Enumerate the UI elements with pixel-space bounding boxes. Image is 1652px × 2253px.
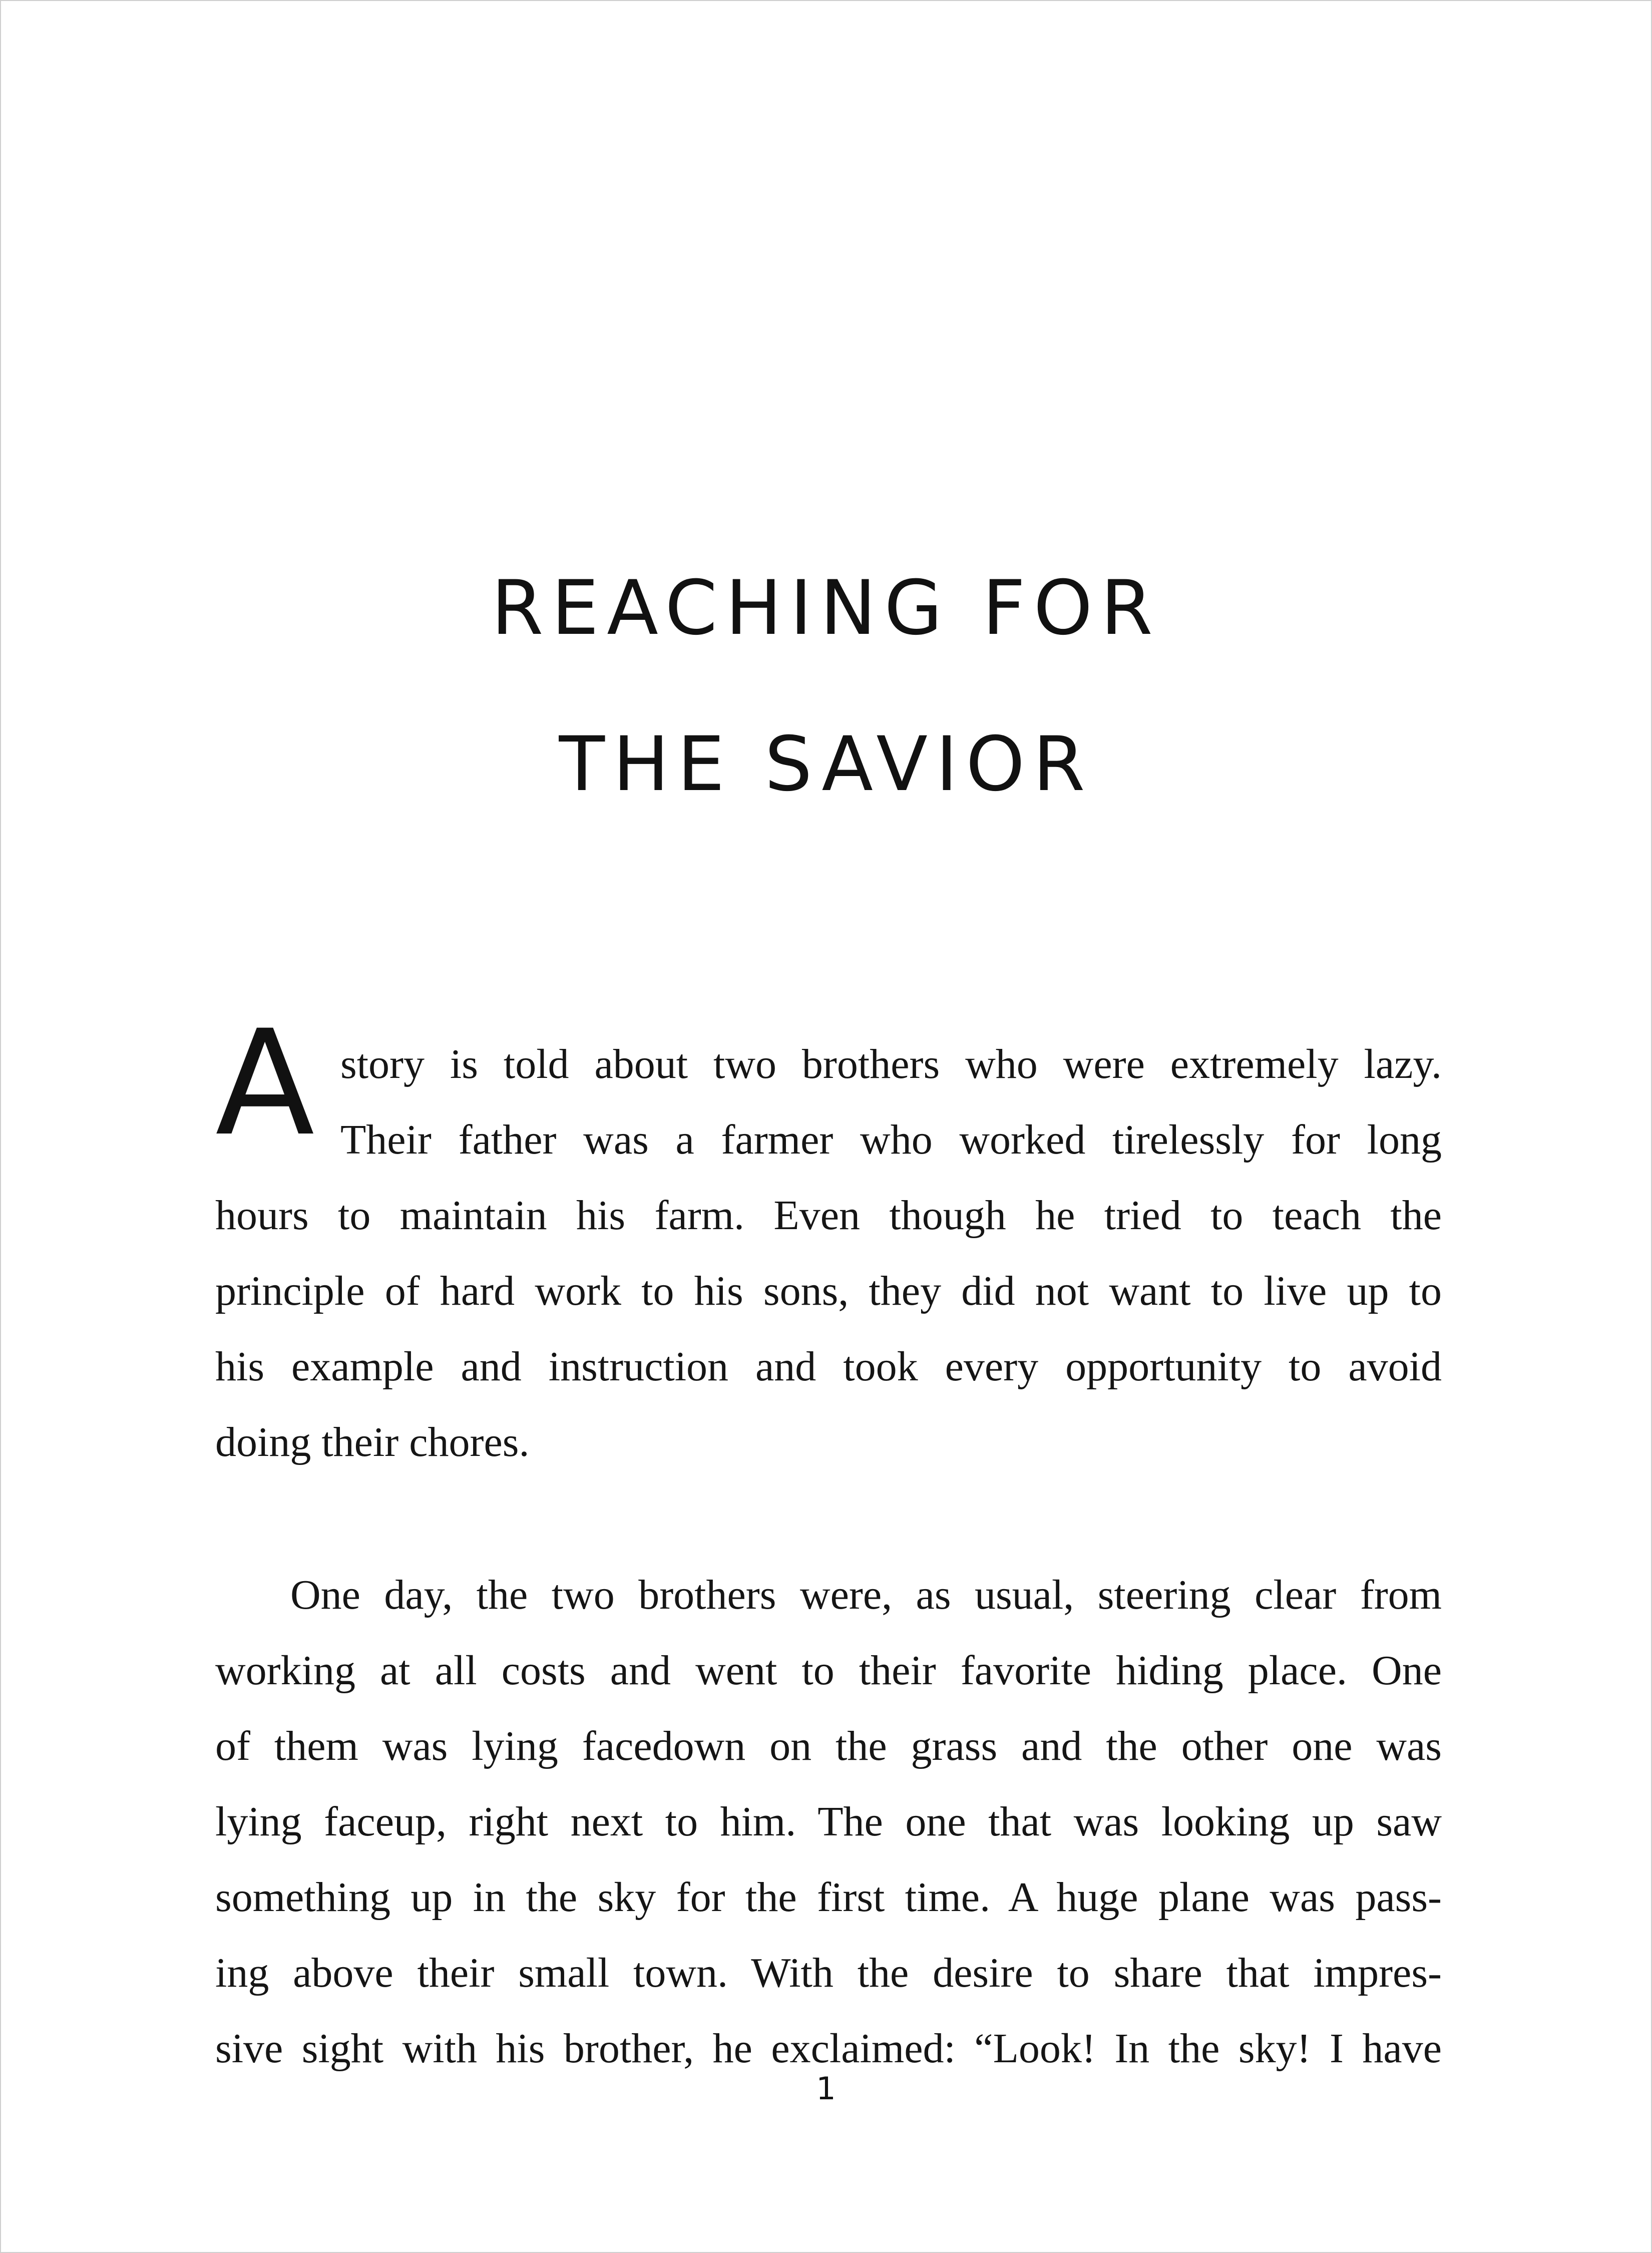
- drop-cap: A: [215, 999, 315, 1168]
- paragraph-line: lying faceup, right next to him. The one that was looking up saw: [215, 1798, 1442, 1845]
- paragraph-line: Their father was a farmer who worked tirelessly for long: [340, 1116, 1442, 1163]
- paragraph-line: doing their chores.: [215, 1419, 530, 1465]
- chapter-title-line-2: THE SAVIOR: [559, 721, 1093, 808]
- paragraph-line: of them was lying facedown on the grass and the other one was: [215, 1723, 1442, 1769]
- paragraph-line: One day, the two brothers were, as usual, steering clear from: [290, 1572, 1442, 1618]
- paragraph-line: sive sight with his brother, he exclaimed: “Look! In the sky! I have: [215, 2025, 1442, 2072]
- paragraph-line: working at all costs and went to their favorite hiding place. One: [215, 1647, 1442, 1694]
- paragraph-line: hours to maintain his farm. Even though he tried to teach the: [215, 1192, 1442, 1239]
- chapter-title-line-1: REACHING FOR: [491, 565, 1161, 652]
- paragraph-line: something up in the sky for the first time. A huge plane was pass-: [215, 1874, 1442, 1921]
- paragraph-line: story is told about two brothers who were extremely lazy.: [340, 1041, 1442, 1087]
- paragraph-1: [215, 1026, 1442, 1480]
- paragraph-line: ing above their small town. With the desire to share that impres-: [215, 1950, 1442, 1996]
- paragraph-line: principle of hard work to his sons, they did not want to live up to: [215, 1268, 1442, 1314]
- paragraph-2: [215, 1557, 1442, 2086]
- page-number: 1: [816, 2070, 836, 2107]
- paragraph-line: his example and instruction and took every opportunity to avoid: [215, 1343, 1442, 1390]
